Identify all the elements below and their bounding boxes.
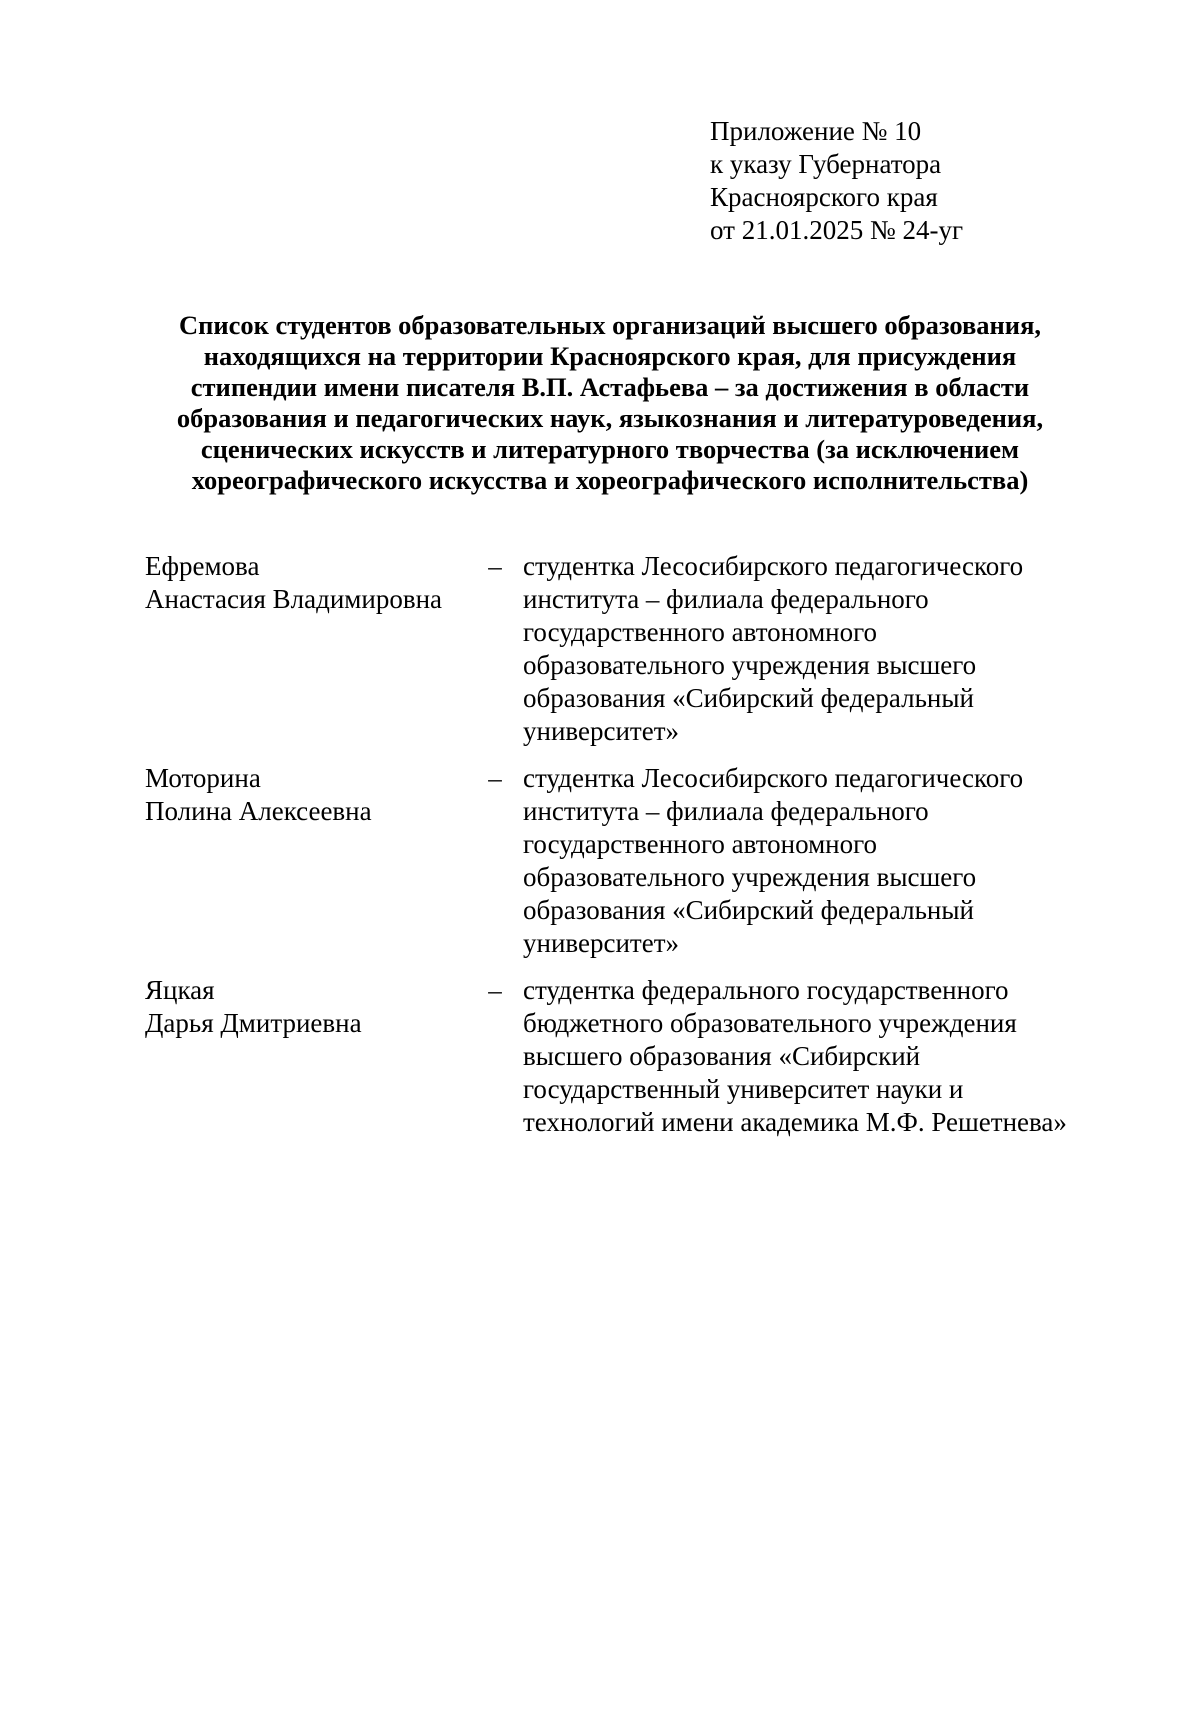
entry-dash: – xyxy=(488,975,502,1005)
description-line: университет» xyxy=(523,928,679,958)
entry-dash: – xyxy=(488,551,502,581)
description-line: образования «Сибирский федеральный xyxy=(523,895,974,925)
student-name xyxy=(145,974,475,1040)
description-line: высшего образования «Сибирский xyxy=(523,1041,921,1071)
student-surname: Яцкая xyxy=(145,975,215,1005)
student-name xyxy=(145,762,475,828)
description-line: образовательного учреждения высшего xyxy=(523,650,977,680)
title-line: сценических искусств и литературного творчества (за исключением xyxy=(200,434,1020,464)
document-title xyxy=(140,310,1080,496)
title-line: Список студентов образовательных организаций высшего образования, xyxy=(178,310,1042,340)
title-line: хореографического искусства и хореографического исполнительства) xyxy=(191,465,1029,495)
description-line: студентка федерального государственного xyxy=(523,975,1009,1005)
student-given-names: Дарья Дмитриевна xyxy=(145,1008,362,1038)
description-line: государственный университет науки и xyxy=(523,1074,964,1104)
description-line: бюджетного образовательного учреждения xyxy=(523,1008,1017,1038)
student-surname: Моторина xyxy=(145,763,261,793)
student-surname: Ефремова xyxy=(145,551,260,581)
student-given-names: Анастасия Владимировна xyxy=(145,584,442,614)
description-line: студентка Лесосибирского педагогического xyxy=(523,763,1024,793)
student-description xyxy=(523,974,1103,1139)
title-line: находящихся на территории Красноярского края, для присуждения xyxy=(203,341,1017,371)
description-line: института – филиала федерального xyxy=(523,584,929,614)
appendix-header xyxy=(710,115,963,247)
title-line: образования и педагогических наук, языкознания и литературоведения, xyxy=(176,403,1044,433)
description-line: института – филиала федерального xyxy=(523,796,929,826)
description-line: государственного автономного xyxy=(523,617,878,647)
description-line: технологий имени академика М.Ф. Решетнева» xyxy=(523,1107,1067,1137)
description-line: государственного автономного xyxy=(523,829,878,859)
entry-dash: – xyxy=(488,763,502,793)
appendix-line: к указу Губернатора xyxy=(710,149,942,179)
description-line: студентка Лесосибирского педагогического xyxy=(523,551,1024,581)
appendix-line: от 21.01.2025 № 24-уг xyxy=(710,215,964,245)
appendix-line: Красноярского края xyxy=(710,182,938,212)
description-line: образования «Сибирский федеральный xyxy=(523,683,974,713)
description-line: университет» xyxy=(523,716,679,746)
description-line: образовательного учреждения высшего xyxy=(523,862,977,892)
appendix-line: Приложение № 10 xyxy=(710,116,922,146)
title-line: стипендии имени писателя В.П. Астафьева – за достижения в области xyxy=(190,372,1030,402)
student-given-names: Полина Алексеевна xyxy=(145,796,372,826)
student-description xyxy=(523,762,1103,960)
student-name xyxy=(145,550,475,616)
student-description xyxy=(523,550,1103,748)
